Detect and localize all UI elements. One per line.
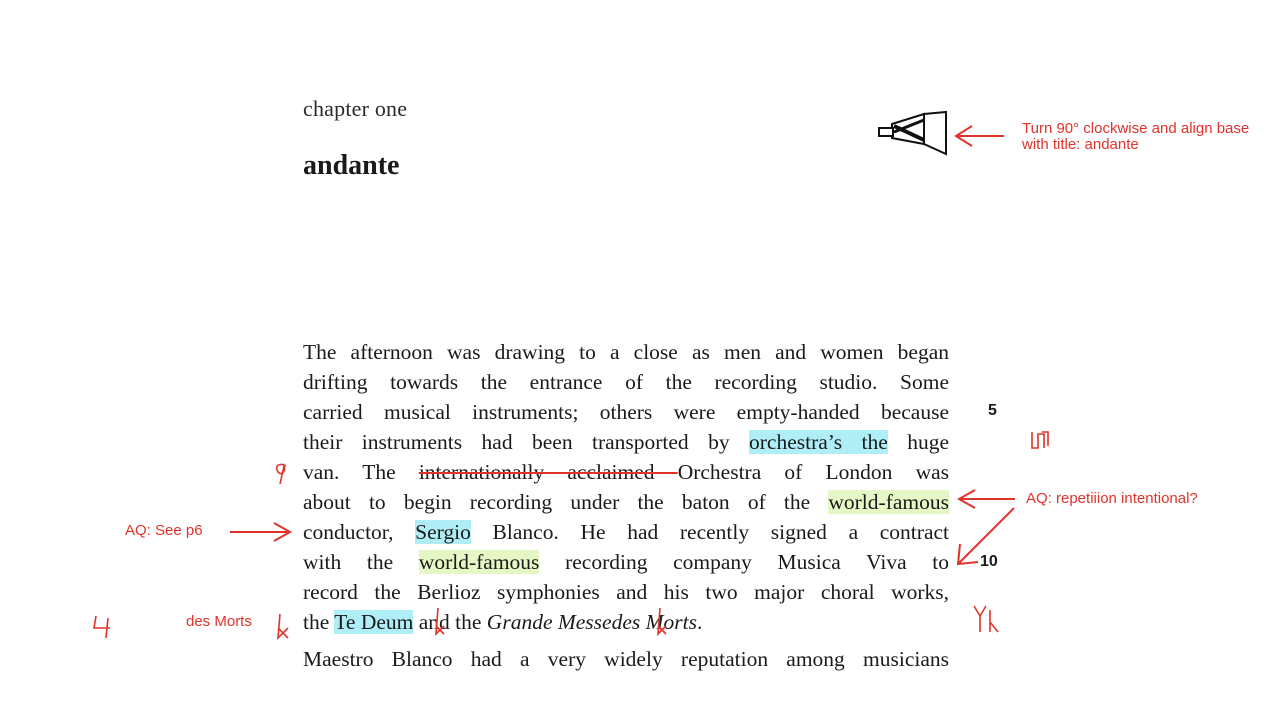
text-run: recording company Musica Viva to — [539, 550, 949, 574]
partially-visible-line — [303, 645, 949, 671]
line-number-5: 5 — [988, 402, 997, 419]
insert-text-note: des Morts — [186, 613, 252, 630]
transpose-mark-icon — [1026, 428, 1052, 452]
body-line — [303, 488, 949, 516]
text-run: carried musical instruments; others were empty-handed because — [303, 400, 949, 424]
arrow-right-icon — [228, 521, 294, 543]
rotate-figure-icon — [876, 110, 950, 158]
italic-run: des Morts — [611, 610, 697, 634]
space-mark-icon — [970, 602, 1004, 636]
highlight-query: Sergio — [415, 520, 471, 544]
insert-caret-icon — [430, 606, 448, 638]
deleted-text: internationally acclaimed — [418, 460, 678, 484]
text-run: drifting towards the entrance of the recording studio. Some — [303, 370, 949, 394]
highlight-italic: Te Deum — [334, 610, 414, 634]
body-line — [303, 548, 949, 576]
chapter-title: andante — [303, 150, 400, 181]
text-run: The afternoon was drawing to a close as men and women began — [303, 340, 949, 364]
see-page-query: AQ: See p6 — [125, 522, 203, 539]
arrow-down-left-icon — [952, 504, 1018, 570]
text-run: Maestro Blanco had a very widely reputation among musicians — [303, 647, 949, 671]
repetition-query: AQ: repetiiion intentional? — [1026, 490, 1198, 507]
body-line — [303, 608, 949, 636]
chapter-label: chapter one — [303, 96, 408, 121]
text-run: huge — [887, 430, 949, 454]
text-run: their instruments had been transported by — [303, 430, 749, 454]
text-run: the — [303, 610, 335, 634]
insert-caret-icon — [652, 606, 670, 638]
body-line — [303, 578, 949, 606]
text-run: record the Berlioz symphonies and his two major choral works, — [303, 580, 949, 604]
line-number-10: 10 — [980, 553, 998, 570]
caret-mark-icon — [272, 612, 292, 640]
delete-mark-icon — [268, 460, 292, 488]
text-run: and the — [413, 610, 487, 634]
text-run: Orchestra of London was — [677, 460, 950, 484]
highlight-transpose: orchestra’s the — [749, 430, 888, 454]
text-run: Blanco. He had recently signed a contract — [470, 520, 950, 544]
rotate-note: Turn 90° clockwise and align base with title: andante — [1022, 120, 1250, 153]
body-line — [303, 368, 949, 396]
text-run: with the — [303, 550, 419, 574]
arrow-left-icon — [952, 124, 1008, 148]
text-run: about to begin recording under the baton of the — [303, 490, 829, 514]
text-run: conductor, — [303, 520, 416, 544]
italic-run: Grande Messe — [486, 610, 612, 634]
body-line — [303, 458, 949, 486]
text-run: van. The — [303, 460, 419, 484]
body-line — [303, 338, 949, 366]
body-line — [303, 398, 949, 426]
highlight-repetition: world-famous — [418, 550, 540, 574]
body-line — [303, 428, 949, 456]
text-run: . — [697, 610, 703, 634]
italic-mark-icon — [90, 612, 120, 640]
highlight-repetition: world-famous — [828, 490, 949, 514]
body-line — [303, 518, 949, 546]
